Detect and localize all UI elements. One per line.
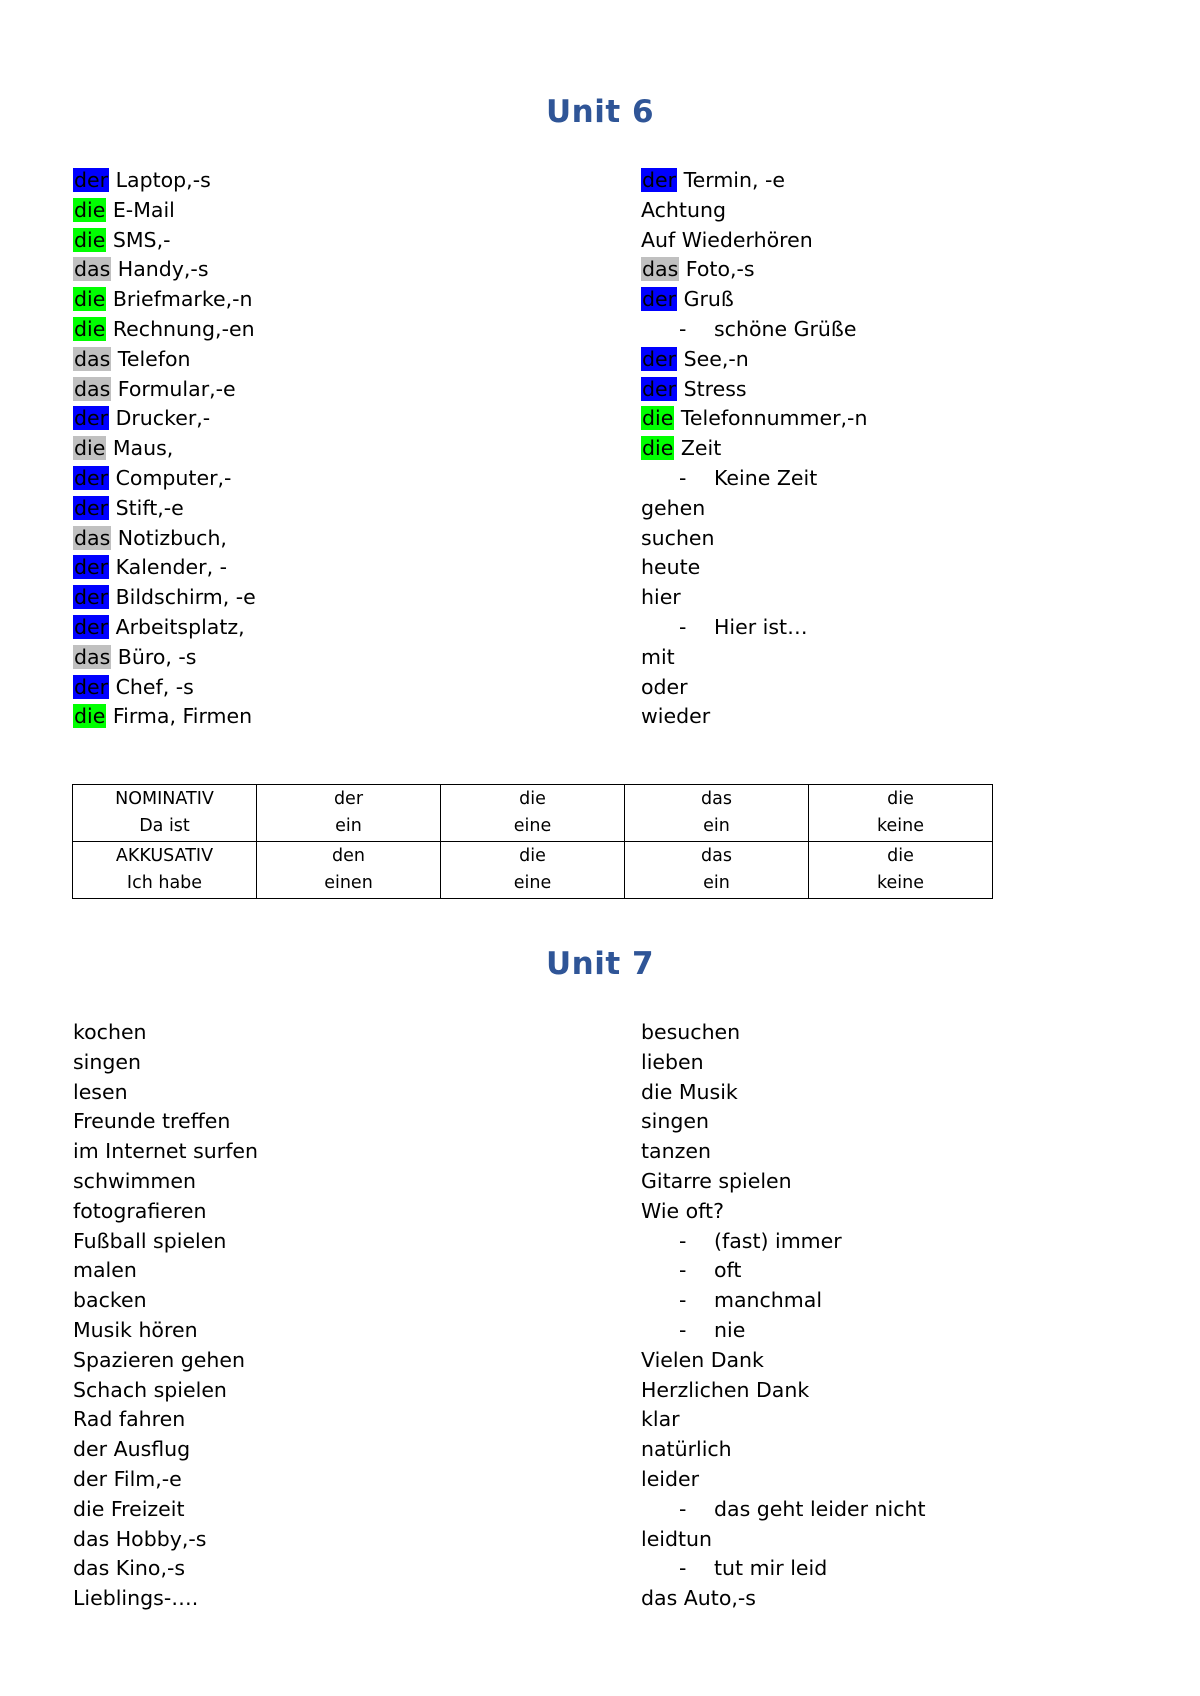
- article-die: die: [74, 227, 106, 252]
- bullet-dash: -: [679, 614, 687, 639]
- sub-list-item: [641, 1256, 926, 1286]
- unit7-right-list: [641, 1018, 926, 1614]
- table-cell: [441, 785, 625, 842]
- vocab-item: [641, 345, 867, 375]
- vocab-item: [73, 1525, 258, 1555]
- article-der: der: [74, 555, 109, 580]
- vocab-item: [641, 1525, 926, 1555]
- table-cell: [73, 785, 257, 842]
- vocab-item: [73, 1346, 258, 1376]
- article-der: der: [642, 346, 677, 371]
- vocab-item: [73, 196, 256, 226]
- vocab-word: See,-n: [683, 346, 749, 371]
- vocab-word: fotografieren: [73, 1198, 207, 1223]
- vocab-word: das Auto,-s: [641, 1586, 756, 1611]
- vocab-item: [641, 1346, 926, 1376]
- article-das: das: [642, 257, 679, 282]
- vocab-item: [641, 702, 867, 732]
- vocab-word: im Internet surfen: [73, 1139, 259, 1164]
- vocab-word: der Film,-e: [73, 1466, 182, 1491]
- vocab-item: [73, 1554, 258, 1584]
- unit6-left-list: [73, 166, 256, 732]
- cell-bottom: einen: [324, 873, 373, 893]
- vocab-item: [73, 583, 256, 613]
- article-der: der: [642, 287, 677, 312]
- vocab-word: das Hobby,-s: [73, 1526, 207, 1551]
- vocab-item: [641, 553, 867, 583]
- vocab-word: Arbeitsplatz,: [115, 614, 245, 639]
- vocab-word: Zeit: [680, 436, 722, 461]
- bullet-dash: -: [679, 1317, 687, 1342]
- vocab-word: das Kino,-s: [73, 1556, 186, 1581]
- vocab-word: Keine Zeit: [714, 465, 818, 490]
- cell-bottom: ein: [703, 816, 730, 836]
- vocab-item: [73, 1435, 258, 1465]
- vocab-word: Rad fahren: [73, 1407, 186, 1432]
- vocab-item: [73, 1286, 258, 1316]
- vocab-word: schwimmen: [73, 1168, 196, 1193]
- vocab-item: [641, 1167, 926, 1197]
- cell-bottom: ein: [335, 816, 362, 836]
- vocab-item: [73, 613, 256, 643]
- vocab-item: [73, 1465, 258, 1495]
- sub-list-item: [641, 315, 867, 345]
- vocab-word: der Ausflug: [73, 1437, 191, 1462]
- vocab-item: [73, 1078, 258, 1108]
- vocab-item: [73, 1256, 258, 1286]
- article-die: die: [74, 704, 106, 729]
- vocab-word: besuchen: [641, 1020, 741, 1044]
- vocab-word: Gitarre spielen: [641, 1168, 792, 1193]
- sub-list-item: [641, 464, 867, 494]
- table-cell: [257, 842, 441, 899]
- vocab-word: Drucker,-: [115, 406, 211, 431]
- vocab-word: lesen: [73, 1079, 128, 1104]
- article-der: der: [74, 674, 109, 699]
- sub-list-item: [641, 1554, 926, 1584]
- vocab-item: [73, 1107, 258, 1137]
- cell-top: den: [332, 846, 365, 866]
- article-der: der: [74, 465, 109, 490]
- vocab-item: [73, 1197, 258, 1227]
- vocab-item: [73, 345, 256, 375]
- article-das: das: [74, 257, 111, 282]
- vocab-word: Schach spielen: [73, 1377, 227, 1402]
- cell-top: das: [701, 789, 732, 809]
- sub-list-item: [641, 1227, 926, 1257]
- table-cell: [625, 785, 809, 842]
- vocab-item: [73, 434, 256, 464]
- vocab-word: Foto,-s: [685, 257, 755, 282]
- cell-bottom: eine: [513, 873, 552, 893]
- cell-bottom: keine: [877, 816, 924, 836]
- cell-bottom: ein: [703, 873, 730, 893]
- article-der: der: [74, 168, 109, 192]
- vocab-word: Büro, -s: [117, 644, 197, 669]
- vocab-word: Telefon: [117, 346, 191, 371]
- table-row: [73, 785, 993, 842]
- article-der: der: [642, 168, 677, 192]
- bullet-dash: -: [679, 1556, 687, 1581]
- vocab-word: Kalender, -: [115, 555, 228, 580]
- vocab-word: Hier ist…: [714, 614, 808, 639]
- bullet-dash: -: [679, 316, 687, 341]
- sub-list-item: [641, 613, 867, 643]
- vocab-item: [641, 196, 867, 226]
- vocab-item: [641, 673, 867, 703]
- vocab-word: Stift,-e: [115, 495, 184, 520]
- vocab-word: tut mir leid: [714, 1556, 828, 1581]
- vocab-word: Lieblings-….: [73, 1586, 199, 1611]
- bullet-dash: -: [679, 1288, 687, 1313]
- vocab-word: hier: [641, 585, 681, 610]
- article-der: der: [74, 614, 109, 639]
- vocab-item: [641, 583, 867, 613]
- vocab-word: klar: [641, 1407, 680, 1432]
- vocab-item: [641, 1405, 926, 1435]
- vocab-word: schöne Grüße: [714, 316, 857, 341]
- vocab-item: [73, 1137, 258, 1167]
- vocab-item: [641, 1137, 926, 1167]
- vocab-item: [641, 524, 867, 554]
- vocab-word: malen: [73, 1258, 137, 1283]
- vocab-word: Notizbuch,: [117, 525, 227, 550]
- vocab-word: singen: [73, 1049, 141, 1074]
- unit6-title: Unit 6: [545, 94, 655, 130]
- vocab-word: Wie oft?: [641, 1198, 724, 1223]
- vocab-word: Firma, Firmen: [112, 704, 253, 729]
- vocab-word: leidtun: [641, 1526, 713, 1551]
- vocab-word: lieben: [641, 1049, 704, 1074]
- cell-top: die: [887, 846, 914, 866]
- vocab-item: [641, 166, 867, 196]
- vocab-item: [641, 1584, 926, 1614]
- vocab-word: Bildschirm, -e: [115, 585, 256, 610]
- vocab-word: Spazieren gehen: [73, 1347, 245, 1372]
- vocab-word: (fast) immer: [714, 1228, 842, 1253]
- cell-top: die: [519, 846, 546, 866]
- vocab-word: Telefonnummer,-n: [680, 406, 868, 431]
- vocab-word: Fußball spielen: [73, 1228, 227, 1253]
- article-der: der: [74, 585, 109, 610]
- vocab-word: E-Mail: [112, 197, 175, 222]
- vocab-word: Vielen Dank: [641, 1347, 764, 1372]
- vocab-word: oder: [641, 674, 688, 699]
- cell-top: AKKUSATIV: [115, 846, 214, 866]
- article-die: die: [74, 287, 106, 312]
- vocab-word: Laptop,-s: [115, 168, 211, 192]
- vocab-item: [73, 643, 256, 673]
- article-die: die: [74, 436, 106, 461]
- vocab-word: kochen: [73, 1020, 147, 1044]
- vocab-item: [73, 702, 256, 732]
- table-cell: [809, 842, 993, 899]
- vocab-word: natürlich: [641, 1437, 732, 1462]
- cell-top: die: [887, 789, 914, 809]
- vocab-word: Stress: [683, 376, 747, 401]
- vocab-item: [641, 1048, 926, 1078]
- cell-bottom: Da ist: [139, 816, 190, 836]
- vocab-item: [73, 226, 256, 256]
- vocab-item: [73, 166, 256, 196]
- article-die: die: [74, 316, 106, 341]
- vocab-word: Gruß: [683, 287, 734, 312]
- vocab-word: nie: [714, 1317, 746, 1342]
- article-der: der: [74, 495, 109, 520]
- vocab-item: [73, 553, 256, 583]
- sub-list-item: [641, 1495, 926, 1525]
- vocab-item: [73, 1376, 258, 1406]
- vocab-word: die Musik: [641, 1079, 738, 1104]
- sub-list-item: [641, 1286, 926, 1316]
- vocab-word: Computer,-: [115, 465, 232, 490]
- vocab-word: wieder: [641, 704, 711, 729]
- vocab-item: [73, 255, 256, 285]
- vocab-item: [73, 673, 256, 703]
- cell-top: die: [519, 789, 546, 809]
- vocab-word: heute: [641, 555, 701, 580]
- unit6-right-list: [641, 166, 867, 732]
- article-der: der: [74, 406, 109, 431]
- vocab-item: [73, 1018, 258, 1048]
- vocab-item: [641, 375, 867, 405]
- vocab-word: Rechnung,-en: [112, 316, 255, 341]
- vocab-item: [641, 1018, 926, 1048]
- table-cell: [809, 785, 993, 842]
- vocab-item: [641, 1376, 926, 1406]
- vocab-item: [73, 285, 256, 315]
- vocab-word: oft: [714, 1258, 742, 1283]
- vocab-item: [641, 434, 867, 464]
- vocab-word: Termin, -e: [683, 168, 786, 192]
- bullet-dash: -: [679, 1258, 687, 1283]
- unit7-left-list: [73, 1018, 258, 1614]
- article-das: das: [74, 525, 111, 550]
- vocab-item: [73, 494, 256, 524]
- vocab-item: [641, 1435, 926, 1465]
- table-cell: [625, 842, 809, 899]
- cell-bottom: keine: [877, 873, 924, 893]
- cell-top: NOMINATIV: [115, 789, 214, 809]
- vocab-item: [73, 524, 256, 554]
- vocab-item: [73, 1227, 258, 1257]
- cell-top: das: [701, 846, 732, 866]
- article-das: das: [74, 376, 111, 401]
- vocab-word: Freunde treffen: [73, 1109, 231, 1134]
- bullet-dash: -: [679, 1228, 687, 1253]
- cell-top: der: [333, 789, 364, 809]
- vocab-item: [641, 404, 867, 434]
- table-row: [73, 842, 993, 899]
- vocab-item: [73, 1167, 258, 1197]
- vocab-word: Formular,-e: [117, 376, 236, 401]
- vocab-item: [641, 1107, 926, 1137]
- vocab-item: [73, 1405, 258, 1435]
- vocab-word: tanzen: [641, 1139, 711, 1164]
- table-cell: [73, 842, 257, 899]
- vocab-item: [73, 464, 256, 494]
- vocab-item: [641, 643, 867, 673]
- vocab-word: Achtung: [641, 197, 726, 222]
- vocab-word: Musik hören: [73, 1317, 198, 1342]
- vocab-word: backen: [73, 1288, 147, 1313]
- article-die: die: [74, 197, 106, 222]
- vocab-word: Auf Wiederhören: [641, 227, 813, 252]
- article-die: die: [642, 436, 674, 461]
- vocab-word: Handy,-s: [117, 257, 209, 282]
- vocab-item: [73, 1316, 258, 1346]
- vocab-item: [73, 404, 256, 434]
- vocab-item: [641, 1465, 926, 1495]
- sub-list-item: [641, 1316, 926, 1346]
- vocab-item: [641, 255, 867, 285]
- unit7-title: Unit 7: [545, 946, 655, 982]
- article-das: das: [74, 644, 111, 669]
- vocab-word: die Freizeit: [73, 1496, 185, 1521]
- table-cell: [441, 842, 625, 899]
- article-der: der: [642, 376, 677, 401]
- vocab-word: manchmal: [714, 1288, 823, 1313]
- bullet-dash: -: [679, 465, 687, 490]
- vocab-item: [73, 375, 256, 405]
- vocab-word: gehen: [641, 495, 706, 520]
- vocab-item: [73, 315, 256, 345]
- cell-bottom: Ich habe: [126, 873, 203, 893]
- vocab-word: SMS,-: [112, 227, 171, 252]
- vocab-item: [641, 494, 867, 524]
- vocab-word: Maus,: [112, 436, 174, 461]
- vocab-word: mit: [641, 644, 675, 669]
- vocab-item: [73, 1584, 258, 1614]
- vocab-word: Briefmarke,-n: [112, 287, 253, 312]
- bullet-dash: -: [679, 1496, 687, 1521]
- vocab-item: [73, 1495, 258, 1525]
- vocab-word: Herzlichen Dank: [641, 1377, 810, 1402]
- table-cell: [257, 785, 441, 842]
- vocab-word: suchen: [641, 525, 715, 550]
- vocab-item: [641, 226, 867, 256]
- cell-bottom: eine: [513, 816, 552, 836]
- vocab-item: [641, 285, 867, 315]
- vocab-item: [73, 1048, 258, 1078]
- article-das: das: [74, 346, 111, 371]
- vocab-item: [641, 1078, 926, 1108]
- vocab-word: das geht leider nicht: [714, 1496, 926, 1521]
- article-die: die: [642, 406, 674, 431]
- vocab-word: singen: [641, 1109, 709, 1134]
- vocab-item: [641, 1197, 926, 1227]
- vocab-word: leider: [641, 1466, 700, 1491]
- grammar-table: [72, 784, 993, 899]
- vocab-word: Chef, -s: [115, 674, 194, 699]
